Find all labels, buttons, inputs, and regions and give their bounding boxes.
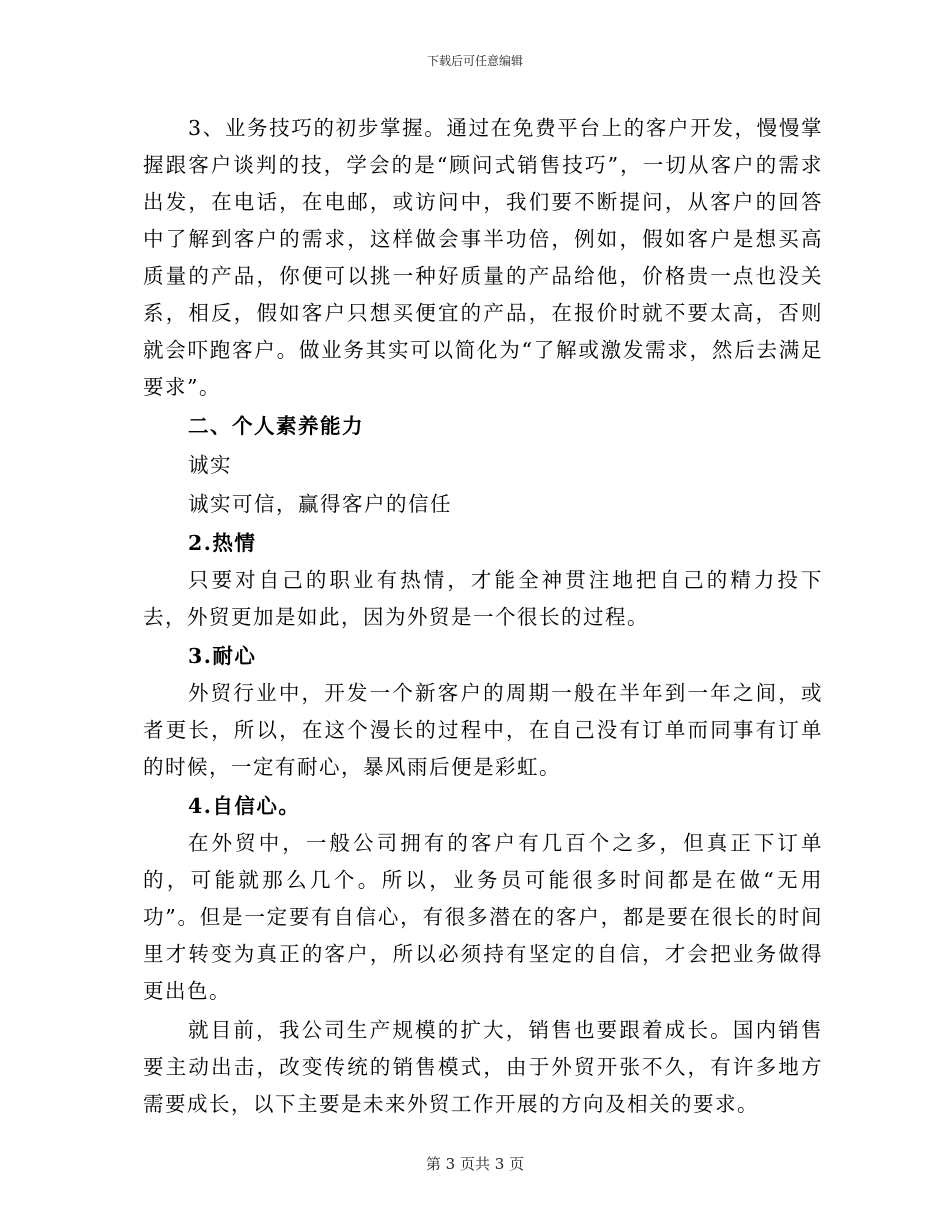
paragraph-confidence: 在外贸中，一般公司拥有的客户有几百个之多，但真正下订单的，可能就那么几个。所以，业务员可能很多时间都是在做“无用功”。但是一定要有自信心，有很多潜在的客户，都是要在很长的时间里才转变为真正的客户，所以必须持有坚定的自信，才会把业务做得更出色。 [143, 831, 823, 1003]
subheading-honesty: 诚实 [188, 453, 232, 477]
paragraph-honesty: 诚实可信，赢得客户的信任 [188, 492, 452, 516]
page-footer: 第 3 页共 3 页 [425, 1155, 525, 1173]
document-body [143, 110, 823, 1123]
paragraph-outlook: 就目前，我公司生产规模的扩大，销售也要跟着成长。国内销售要主动出击，改变传统的销售模式，由于外贸开张不久，有许多地方需要成长，以下主要是未来外贸工作开展的方向及相关的要求。 [143, 1018, 823, 1116]
subheading-patience: 3.耐心 [188, 644, 257, 668]
paragraph-business-skills: 3、业务技巧的初步掌握。通过在免费平台上的客户开发，慢慢掌握跟客户谈判的技，学会的是“顾问式销售技巧”，一切从客户的需求出发，在电话，在电邮，或访问中，我们要不断提问，从客户的回答中了解到客户的需求，这样做会事半功倍，例如，假如客户是想买高质量的产品，你便可以挑一种好质量的产品给他，价格贵一点也没关系，相反，假如客户只想买便宜的产品，在报价时就不要太高，否则就会吓跑客户。做业务其实可以简化为“了解或激发需求，然后去满足要求”。 [143, 116, 823, 399]
section-heading-personal-qualities: 二、个人素养能力 [188, 414, 364, 438]
subheading-confidence: 4.自信心。 [188, 794, 301, 818]
paragraph-enthusiasm: 只要对自己的职业有热情，才能全神贯注地把自己的精力投下去，外贸更加是如此，因为外贸是一个很长的过程。 [143, 568, 823, 629]
subheading-enthusiasm: 2.热情 [188, 531, 257, 555]
page-header: 下载后可任意编辑 [426, 54, 523, 68]
paragraph-patience: 外贸行业中，开发一个新客户的周期一般在半年到一年之间，或者更长，所以，在这个漫长的过程中，在自己没有订单而同事有订单的时候，一定有耐心，暴风雨后便是彩虹。 [143, 681, 823, 779]
